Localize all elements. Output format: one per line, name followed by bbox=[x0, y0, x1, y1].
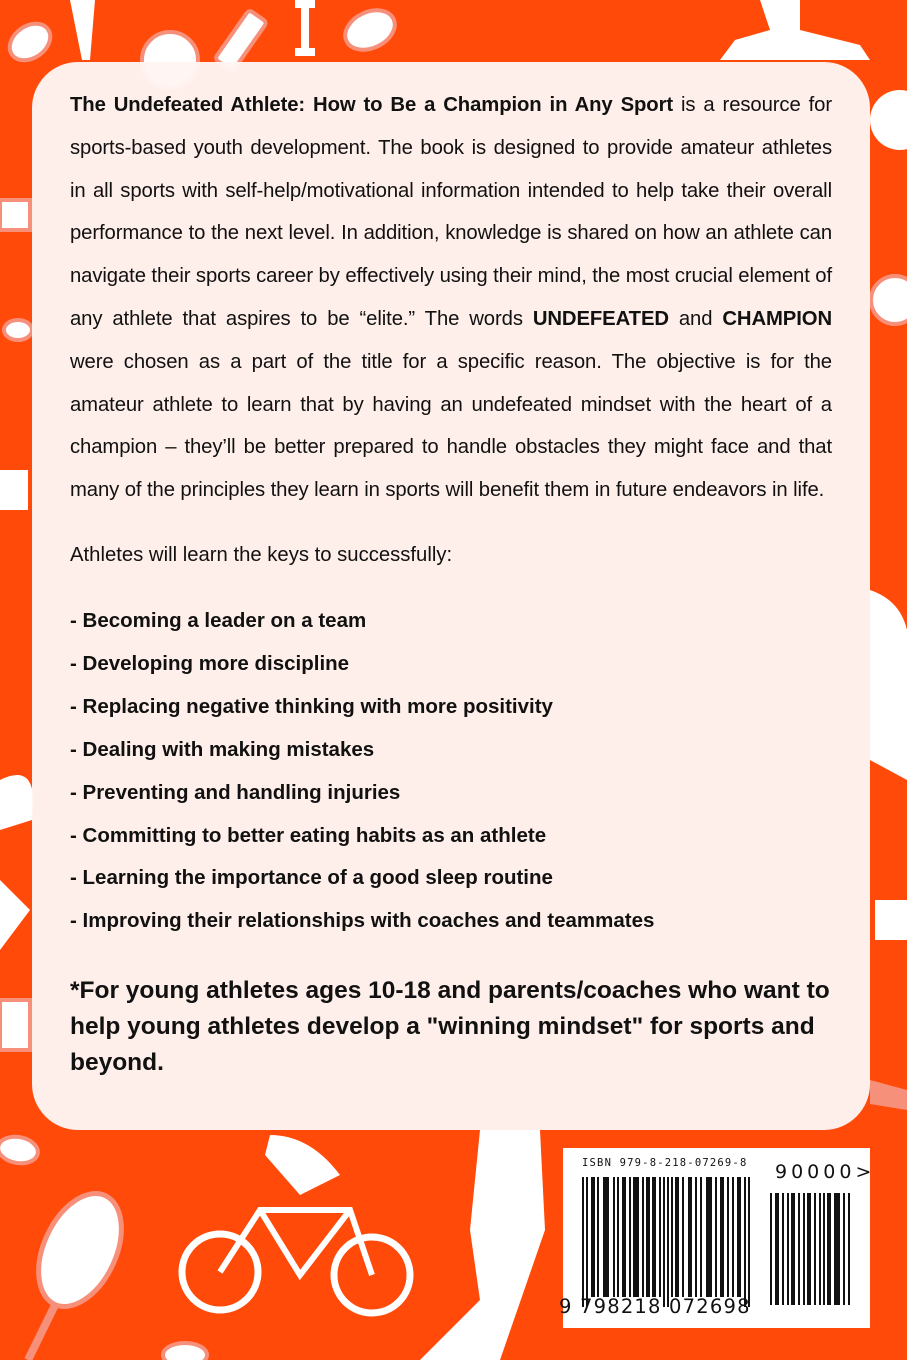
audience-note: *For young athletes ages 10-18 and parents/coaches who want to help young athletes develop a "winning mindset" for sports and beyond. bbox=[70, 977, 830, 1077]
description-panel bbox=[32, 62, 870, 1130]
ean13-barcode-icon bbox=[582, 1177, 754, 1307]
emphasis-champion: CHAMPION bbox=[722, 307, 832, 330]
key-item: - Improving their relationships with coaches and teammates bbox=[70, 909, 655, 933]
emphasis-undefeated: UNDEFEATED bbox=[532, 307, 669, 330]
skate-icon bbox=[0, 1000, 30, 1050]
hockey-puck-icon bbox=[163, 1343, 207, 1360]
cap-icon bbox=[0, 200, 30, 230]
runner-icon bbox=[420, 1130, 545, 1360]
book-title: The Undefeated Athlete: How to Be a Champion in Any Sport bbox=[70, 94, 674, 116]
athlete-figure-icon bbox=[720, 0, 870, 60]
tennis-racket-icon bbox=[22, 1180, 138, 1360]
key-item: - Preventing and handling injuries bbox=[70, 780, 401, 804]
key-item: - Dealing with making mistakes bbox=[70, 737, 375, 761]
isbn-barcode bbox=[559, 1148, 876, 1328]
hockey-puck-icon bbox=[0, 1134, 40, 1167]
key-item: - Developing more discipline bbox=[70, 651, 350, 675]
baseball-bat-icon bbox=[70, 0, 95, 60]
hockey-puck-icon bbox=[339, 3, 401, 58]
dumbbell-icon bbox=[295, 0, 315, 56]
keys-lead-in: Athletes will learn the keys to successfully: bbox=[70, 543, 453, 566]
barcode-digits: 9 798218 072698 bbox=[559, 1295, 751, 1318]
hockey-puck-icon bbox=[3, 16, 57, 67]
basketball-icon bbox=[871, 276, 907, 324]
key-item: - Learning the importance of a good sleep routine bbox=[70, 866, 553, 890]
ice-skate-icon bbox=[870, 1080, 907, 1110]
keys-list bbox=[70, 600, 832, 943]
key-item: - Becoming a leader on a team bbox=[70, 608, 367, 632]
horse-rider-icon bbox=[870, 590, 907, 780]
key-item: - Committing to better eating habits as an athlete bbox=[70, 823, 547, 847]
isbn-label: ISBN 979-8-218-07269-8 bbox=[582, 1157, 748, 1169]
cap-icon bbox=[875, 900, 907, 940]
key-item: - Replacing negative thinking with more positivity bbox=[70, 694, 553, 718]
cyclist-icon bbox=[182, 1135, 410, 1313]
soccer-ball-icon bbox=[870, 90, 907, 150]
helmet-icon bbox=[0, 775, 33, 830]
runner-icon bbox=[0, 880, 30, 950]
price-addon-label: 90000> bbox=[775, 1161, 876, 1183]
addon-barcode-icon bbox=[770, 1193, 856, 1305]
book-description: The Undefeated Athlete: How to Be a Champion in Any Sport is a resource for sports-based youth development. The book is designed to provide amateur athletes in all sports with self-help/motivational information intended to help take their overall performance to the next level. In addition, knowledge is shared on how an athlete can navigate their sports career by effectively using their mind, the most crucial element of any athlete that aspires to be “elite.” The words UNDEFEATED and CHAMPION were chosen as a part of the title for a specific reason. The objective is for the amateur athlete to learn that by having an undefeated mindset with the heart of a champion – they’ll be better prepared to handle obstacles they might face and that many of the principles they learn in sports will benefit them in future endeavors in life. bbox=[70, 94, 832, 502]
hockey-puck-icon bbox=[4, 320, 32, 340]
cup-icon bbox=[0, 470, 28, 510]
